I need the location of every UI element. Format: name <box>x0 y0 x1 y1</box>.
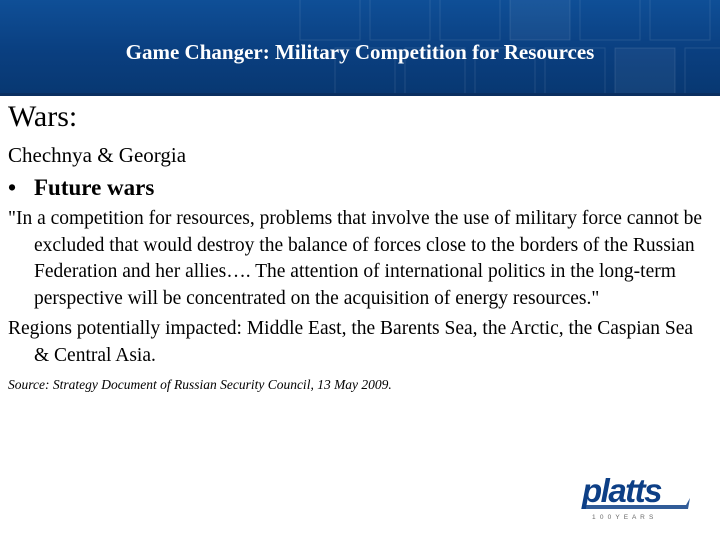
platts-logo <box>578 472 690 522</box>
bullet-icon: • <box>8 175 17 200</box>
subheading: Chechnya & Georgia <box>8 143 187 167</box>
bullet-item <box>8 174 708 202</box>
title-banner <box>0 0 720 93</box>
quote-paragraph: "In a competition for resources, problems that involve the use of military force cannot be excluded that would destroy the balance of forces close to the borders of the Russian Federation and her allies…. The attention of international politics in the long-term perspective will be concentrated on the acquisition of energy resources." <box>8 208 703 309</box>
section-heading: Wars: <box>8 100 78 133</box>
svg-text:1 0 0 Y E A R S: 1 0 0 Y E A R S <box>592 514 655 521</box>
header-divider <box>0 93 720 96</box>
slide-body <box>8 100 708 393</box>
slide-title: Game Changer: Military Competition for Resources <box>125 40 595 64</box>
bullet-text: Future wars <box>34 175 155 200</box>
source-citation: Source: Strategy Document of Russian Security Council, 13 May 2009. <box>8 377 392 392</box>
regions-paragraph: Regions potentially impacted: Middle East, the Barents Sea, the Arctic, the Caspian Sea & Central Asia. <box>8 318 694 366</box>
svg-text:platts: platts <box>582 472 662 509</box>
